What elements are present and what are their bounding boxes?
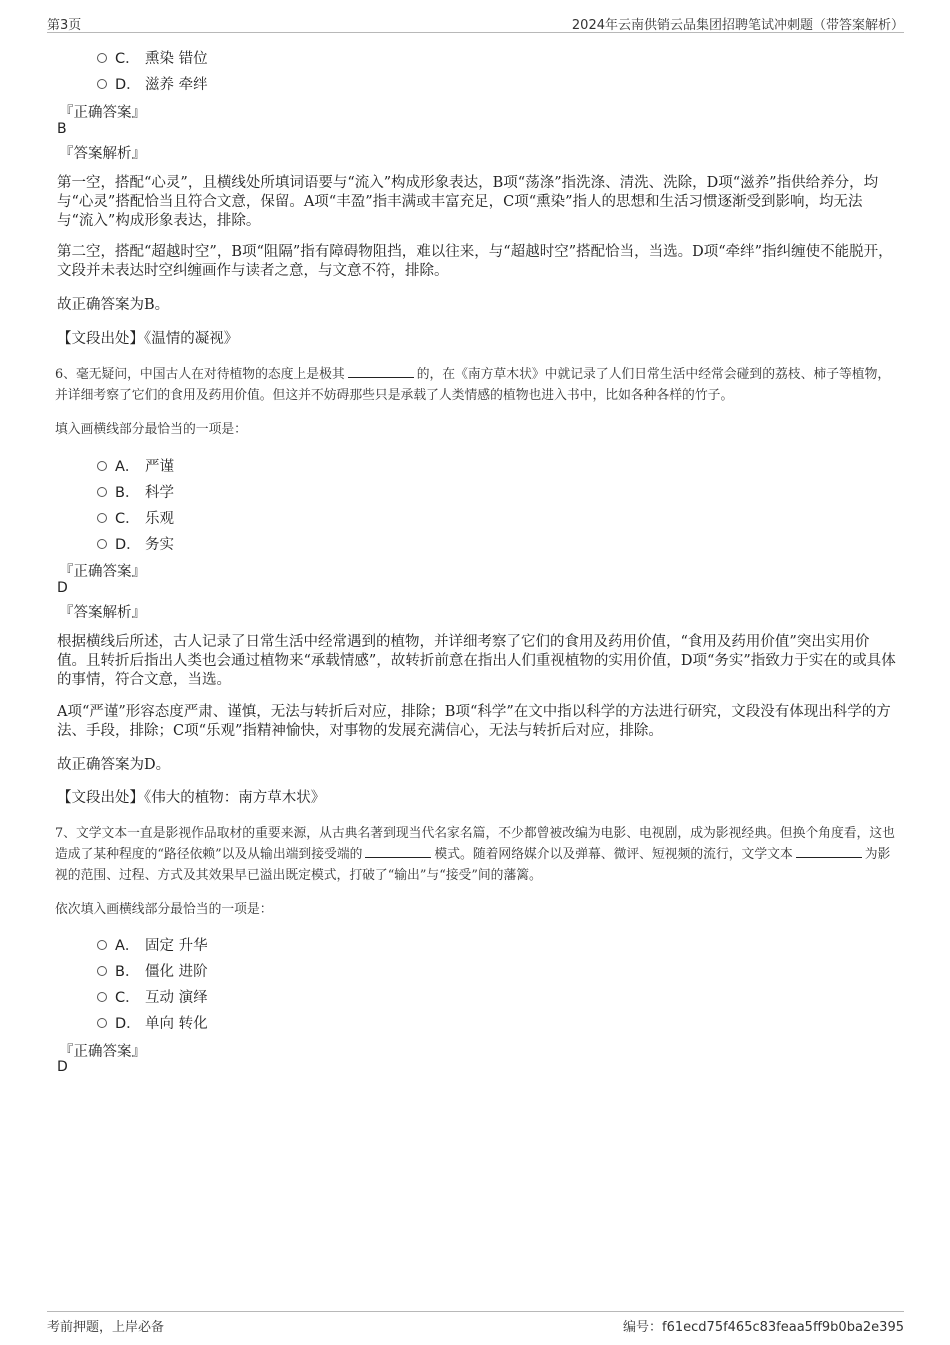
q6-stem: 6、毫无疑问，中国古人在对待植物的态度上是极其 的，在《南方草木状》中就记录了人们日常生活中经常会碰到的荔枝、柿子等植物，并详细考察了它们的食用及药用价值。但这并不妨碍那些只是承载了人类情感的植物也进入书中，比如各种各样的竹子。 [55,367,891,403]
document-id: 编号：f61ecd75f465c83feaa5ff9b0ba2e395 [623,1320,904,1335]
q5-answer: B [57,121,67,137]
q5-option-c[interactable]: C． 熏染 错位 [97,47,208,68]
radio-icon[interactable] [97,940,107,950]
fill-blank [348,365,414,378]
radio-icon[interactable] [97,966,107,976]
q6-conclusion: 故正确答案为D。 [57,757,171,773]
radio-icon[interactable] [97,79,107,89]
radio-icon[interactable] [97,992,107,1002]
q6-analysis-label: 『答案解析』 [59,605,146,621]
page-header [47,14,904,33]
radio-icon[interactable] [97,539,107,549]
q5-analysis-label: 『答案解析』 [59,146,146,162]
q7-answer-label: 『正确答案』 [59,1044,146,1060]
q5-analysis-p2: 第二空，搭配“超越时空”，B项“阻隔”指有障碍物阻挡，难以往来，与“超越时空”搭配恰当，当选。D项“牵绊”指纠缠使不能脱开，文段并未表达时空纠缠画作与读者之意，与文意不符，排除。 [57,244,893,279]
q6-prompt: 填入画横线部分最恰当的一项是： [55,422,247,437]
q6-source: 【文段出处】《伟大的植物：南方草木状》 [57,790,326,806]
radio-icon[interactable] [97,513,107,523]
q7-prompt: 依次填入画横线部分最恰当的一项是： [55,902,273,917]
q5-option-d[interactable]: D． 滋养 牵绊 [97,73,208,94]
page-footer [47,1311,904,1333]
q6-option-a[interactable]: A． 严谨 [97,455,174,476]
document-title: 2024年云南供销云品集团招聘笔试冲刺题（带答案解析） [571,18,904,33]
q6-analysis-p1: 根据横线后所述，古人记录了日常生活中经常遇到的植物，并详细考察了它们的食用及药用价值，“食用及药用价值”突出实用价值。且转折后指出人类也会通过植物来“承载情感”，故转折前意在指出人们重视植物的实用价值，D项“务实”指致力于实在的或具体的事情，符合文意，当选。 [57,634,896,688]
page-number: 第3页 [47,18,82,33]
q7-option-c[interactable]: C． 互动 演绎 [97,986,208,1007]
q6-analysis-p2: A项“严谨”形容态度严肃、谨慎，无法与转折后对应，排除；B项“科学”在文中指以科学的方法进行研究，文段没有体现出科学的方法、手段，排除；C项“乐观”指精神愉快，对事物的发展充满信心，无法与转折后对应，排除。 [57,704,891,739]
radio-icon[interactable] [97,53,107,63]
radio-icon[interactable] [97,461,107,471]
q6-option-c[interactable]: C． 乐观 [97,507,174,528]
q7-option-a[interactable]: A． 固定 升华 [97,934,208,955]
footer-slogan: 考前押题，上岸必备 [47,1320,165,1335]
q5-analysis-p1: 第一空，搭配“心灵”，且横线处所填词语要与“流入”构成形象表达，B项“荡涤”指洗涤、清洗、洗除，D项“滋养”指供给养分，均与“心灵”搭配恰当且符合文意，保留。A项“丰盈”指丰满或丰富充足，C项“熏染”指人的思想和生活习惯逐渐受到影响，均无法与“流入”构成形象表达，排除。 [57,175,879,229]
q5-conclusion: 故正确答案为B。 [57,297,170,313]
q6-option-d[interactable]: D． 务实 [97,533,174,554]
fill-blank [365,845,431,858]
q6-answer-label: 『正确答案』 [59,564,146,580]
q5-answer-label: 『正确答案』 [59,105,146,121]
q7-answer: D [57,1059,68,1075]
q7-stem: 7、文学文本一直是影视作品取材的重要来源，从古典名著到现当代名家名篇，不少都曾被改编为电影、电视剧，成为影视经典。但换个角度看，这也造成了某种程度的“路径依赖”以及从输出端到接受端的 模式。随着网络媒介以及弹幕、微评、短视频的流行，文学文本 为影视的范围、过程、方式及其效果早已溢出既定模式，打破了“输出”与“接受”间的藩篱。 [55,826,895,883]
q6-answer: D [57,580,68,596]
q6-option-b[interactable]: B． 科学 [97,481,174,502]
fill-blank [796,845,862,858]
radio-icon[interactable] [97,1018,107,1028]
q7-option-d[interactable]: D． 单向 转化 [97,1012,208,1033]
q5-source: 【文段出处】《温情的凝视》 [57,331,239,347]
q7-option-b[interactable]: B． 僵化 进阶 [97,960,208,981]
radio-icon[interactable] [97,487,107,497]
